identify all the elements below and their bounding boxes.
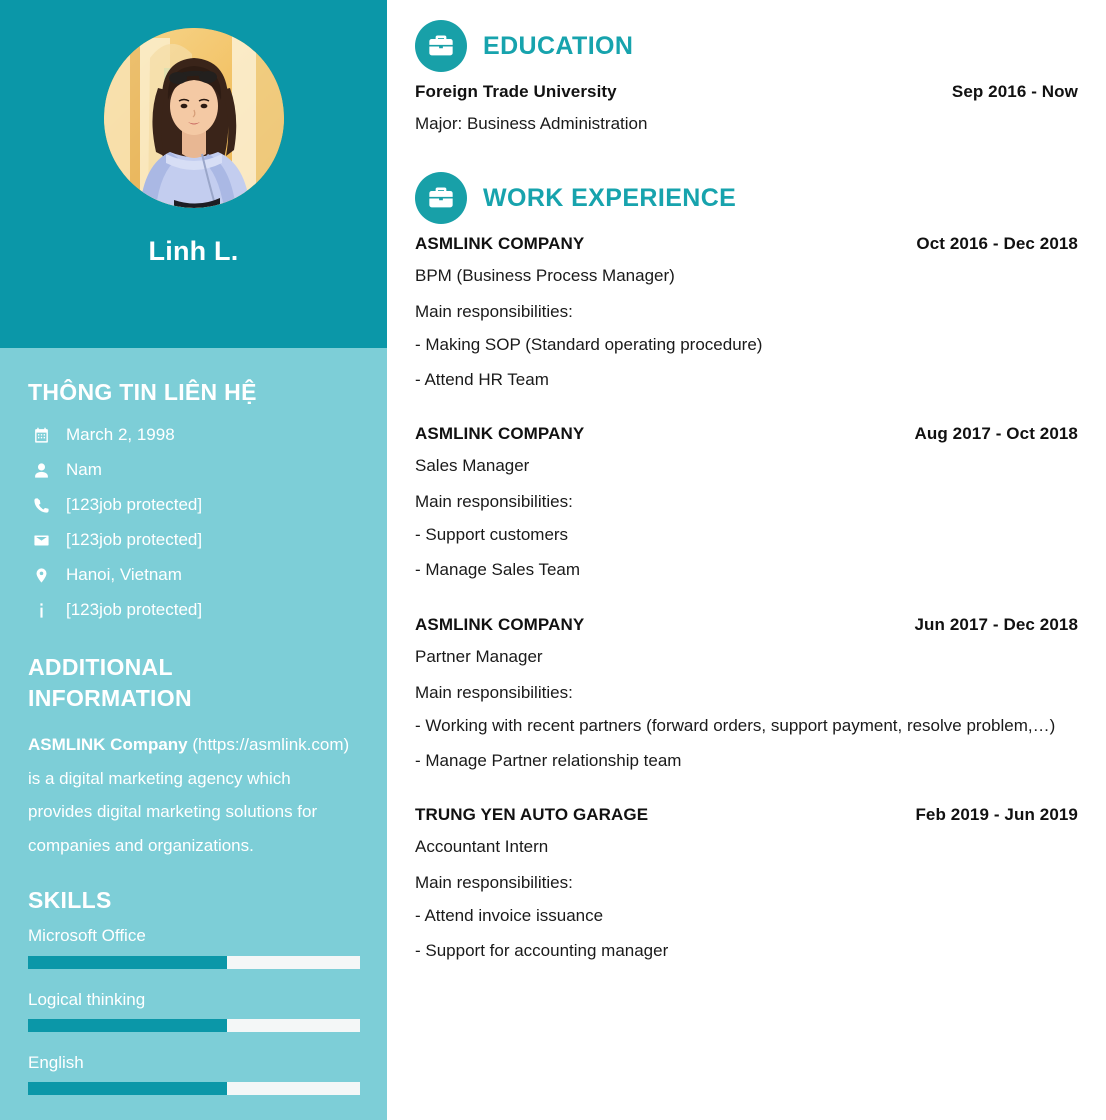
entry-responsibilities-label: Main responsibilities:	[415, 872, 573, 892]
entry-header	[415, 82, 1078, 114]
entry-header	[415, 234, 1078, 266]
entry-bullet: - Attend invoice issuance	[415, 905, 604, 925]
entry-bullet: - Manage Sales Team	[415, 560, 581, 580]
work-entry	[415, 234, 1078, 424]
entry-date-range: Feb 2019 - Jun 2019	[915, 804, 1078, 824]
contact-text: Nam	[66, 460, 102, 480]
skill-progress-track	[28, 1082, 360, 1095]
entry-bullet: - Support for accounting manager	[415, 941, 669, 961]
work-entry	[415, 805, 1078, 981]
education-entry	[415, 82, 1078, 150]
envelope-icon	[28, 532, 54, 549]
sidebar	[0, 0, 387, 1120]
entry-organization: ASMLINK COMPANY	[415, 234, 585, 253]
skills-heading: SKILLS	[28, 887, 112, 914]
profile-photo-illustration	[104, 28, 284, 208]
skill-progress-fill	[28, 1019, 227, 1032]
main-content	[387, 0, 1106, 1120]
entry-organization: Foreign Trade University	[415, 82, 617, 101]
sidebar-body	[0, 348, 387, 1095]
contact-text: [123job protected]	[66, 530, 203, 550]
contact-heading: THÔNG TIN LIÊN HỆ	[28, 379, 257, 405]
skill-progress-fill	[28, 956, 227, 969]
skill-label: Logical thinking	[28, 989, 146, 1009]
additional-info-body: (https://asmlink.com) is a digital marketing agency which provides digital marketing solutions for companies and organizations.	[28, 735, 350, 855]
entry-bullet: - Attend HR Team	[415, 370, 549, 390]
entry-responsibilities-label: Main responsibilities:	[415, 302, 573, 321]
phone-icon	[28, 497, 54, 514]
skill-progress-fill	[28, 1082, 227, 1095]
contact-text: March 2, 1998	[66, 425, 175, 445]
contact-item-location	[28, 558, 359, 593]
additional-company-name: ASMLINK Company	[28, 735, 188, 755]
entry-responsibilities-label: Main responsibilities:	[415, 682, 573, 702]
skill-label: Microsoft Office	[28, 926, 146, 946]
additional-info-heading	[28, 628, 359, 714]
additional-heading-line1: ADDITIONAL	[28, 654, 173, 681]
additional-heading-line2: INFORMATION	[28, 685, 192, 712]
avatar	[104, 28, 284, 208]
contact-item-info[interactable]	[28, 593, 359, 628]
contact-item-gender	[28, 453, 359, 488]
contact-text: Hanoi, Vietnam	[66, 565, 182, 585]
entry-role: Partner Manager	[415, 646, 543, 666]
contact-list	[28, 418, 359, 628]
section-title-education: EDUCATION	[483, 31, 634, 60]
entry-organization: TRUNG YEN AUTO GARAGE	[415, 804, 649, 824]
briefcase-icon	[415, 172, 467, 224]
entry-date-range: Oct 2016 - Dec 2018	[916, 234, 1078, 253]
section-title-work-experience: WORK EXPERIENCE	[483, 183, 737, 212]
entry-header	[415, 615, 1078, 647]
calendar-icon	[28, 427, 54, 444]
work-entry	[415, 615, 1078, 805]
entry-header	[415, 424, 1078, 456]
skill-item	[28, 990, 359, 1032]
entry-date-range: Aug 2017 - Oct 2018	[914, 424, 1078, 444]
entry-bullet: - Support customers	[415, 525, 569, 545]
briefcase-icon	[415, 20, 467, 72]
person-icon	[28, 462, 54, 479]
section-header-education	[415, 16, 1078, 82]
skill-label: English	[28, 1053, 84, 1073]
entry-role: Sales Manager	[415, 456, 530, 476]
entry-role: Accountant Intern	[415, 836, 549, 856]
contact-item-email[interactable]	[28, 523, 359, 558]
entry-responsibilities-label: Main responsibilities:	[415, 492, 573, 512]
contact-text: [123job protected]	[66, 600, 203, 620]
entry-role: Major: Business Administration	[415, 114, 648, 133]
skill-item	[28, 926, 359, 968]
contact-item-phone[interactable]	[28, 488, 359, 523]
person-name: Linh L.	[148, 236, 239, 266]
entry-organization: ASMLINK COMPANY	[415, 614, 585, 634]
entry-header	[415, 805, 1078, 837]
entry-date-range: Sep 2016 - Now	[951, 82, 1078, 101]
contact-text: [123job protected]	[66, 495, 203, 515]
info-icon	[28, 602, 54, 619]
entry-role: BPM (Business Process Manager)	[415, 266, 675, 285]
skill-progress-track	[28, 956, 360, 969]
skill-progress-track	[28, 1019, 360, 1032]
additional-info-text	[28, 714, 359, 862]
contact-item-birthday	[28, 418, 359, 453]
entry-bullet: - Manage Partner relationship team	[415, 750, 682, 770]
work-entry	[415, 424, 1078, 614]
entry-organization: ASMLINK COMPANY	[415, 424, 585, 444]
entry-date-range: Jun 2017 - Dec 2018	[914, 614, 1078, 634]
section-header-work-experience	[415, 150, 1078, 234]
map-pin-icon	[28, 567, 54, 584]
entry-bullet: - Working with recent partners (forward orders, support payment, resolve problem,…)	[415, 715, 1056, 735]
skill-item	[28, 1053, 359, 1095]
entry-bullet: - Making SOP (Standard operating procedure)	[415, 335, 763, 354]
sidebar-header	[0, 0, 387, 348]
